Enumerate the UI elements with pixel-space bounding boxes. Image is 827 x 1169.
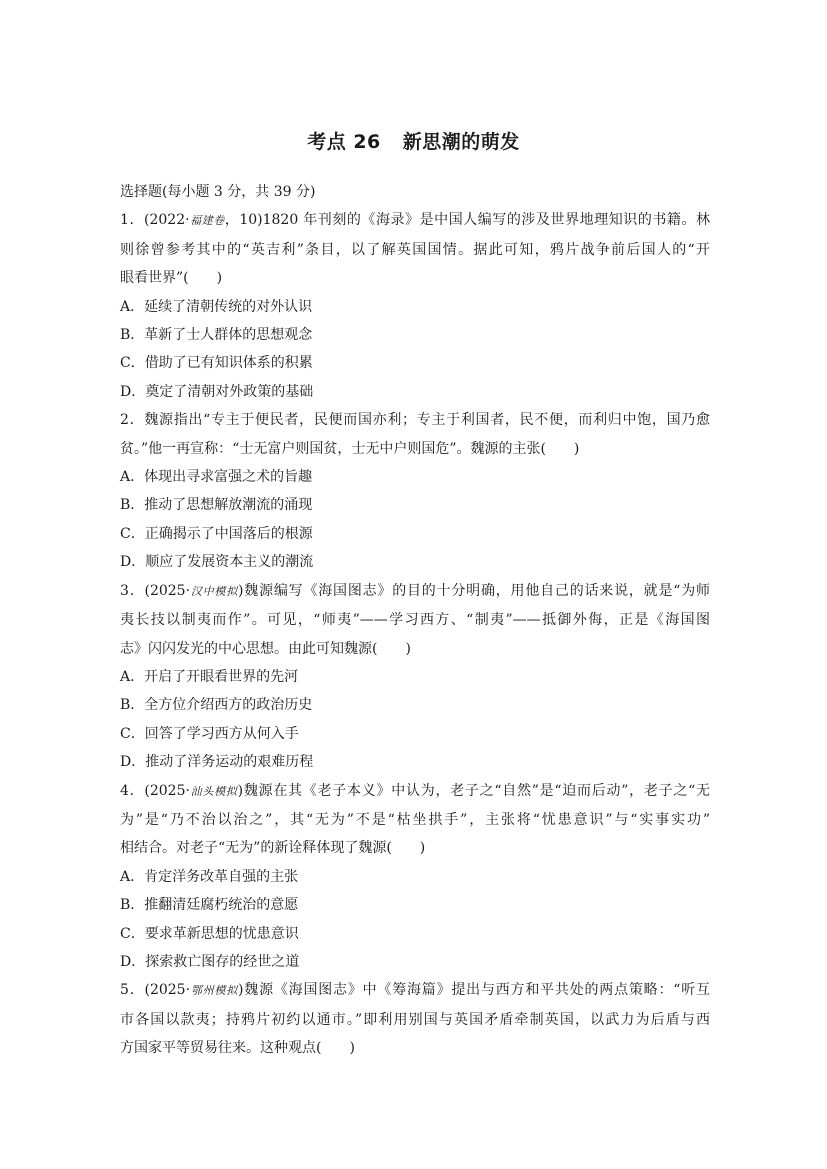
question-line: 相结合。对老子“无为”的新诠释体现了魏源( ): [120, 840, 426, 857]
option-a: A．肯定洋务改革自强的主张: [120, 868, 299, 885]
question-3: [120, 577, 710, 777]
option-d: D．推动了洋务运动的艰难历程: [120, 754, 314, 771]
option-b: B．推翻清廷腐朽统治的意愿: [120, 897, 299, 914]
question-line: 贫。”他一再宣称：“士无富户则国贫，士无中户则国危”。魏源的主张( ): [120, 440, 580, 457]
question-list: [120, 178, 710, 1063]
option-d: D．探索救亡图存的经世之道: [120, 953, 300, 970]
question-line: 1．(2022·福建卷，10)1820 年刊刻的《海录》是中国人编写的涉及世界地理知识的书籍。林: [120, 212, 711, 229]
question-line: 则徐曾参考其中的“英吉利”条目，以了解英国国情。据此可知，鸦片战争前后国人的“开: [120, 241, 710, 258]
option-b: B．推动了思想解放潮流的涌现: [120, 497, 313, 514]
title-prefix: 考点 26: [307, 131, 381, 153]
question-2: [120, 406, 710, 576]
option-c: C．正确揭示了中国落后的根源: [120, 525, 313, 542]
question-4: [120, 777, 710, 977]
question-line: 4．(2025·汕头模拟)魏源在其《老子本义》中认为，老子之“自然”是“迫而后动”，老子之“无: [120, 782, 710, 799]
option-b: B．全方位介绍西方的政治历史: [120, 697, 313, 714]
question-line: 夷长技以制夷而作”。可见，“师夷”——学习西方、“制夷”——抵御外侮，正是《海国图: [120, 612, 710, 629]
question-line: 为”是“乃不治以治之”，其“无为”不是“枯坐拱手”，主张将“忧患意识”与“实事实功”: [120, 811, 710, 828]
question-line: 2．魏源指出“专主于便民者，民便而国亦利；专主于利国者，民不便，而利归中饱，国乃愈: [120, 412, 710, 429]
question-source: 汉中模拟: [190, 584, 239, 598]
option-a: A．体现出寻求富强之术的旨趣: [120, 469, 313, 486]
question-5: [120, 976, 710, 1062]
title-main: 新思潮的萌发: [402, 131, 520, 153]
question-1: [120, 206, 710, 406]
option-d: D．顺应了发展资本主义的潮流: [120, 554, 314, 571]
question-line: 志》闪闪发光的中心思想。由此可知魏源( ): [120, 640, 411, 657]
question-source: 鄂州模拟: [190, 984, 239, 998]
question-line: 市各国以款夷；持鸦片初约以通市。”即利用别国与英国矛盾牵制英国，以武力为后盾与西: [120, 1011, 710, 1028]
question-source: 汕头模拟: [189, 784, 238, 798]
question-line: 眼看世界”( ): [120, 270, 223, 287]
question-source: 福建卷: [189, 214, 225, 228]
option-c: C．借助了已有知识体系的积累: [120, 355, 313, 372]
option-d: D．奠定了清朝对外政策的基础: [120, 383, 314, 400]
option-a: A．开启了开眼看世界的先河: [120, 668, 299, 685]
question-line: 5．(2025·鄂州模拟)魏源《海国图志》中《筹海篇》提出与西方和平共处的两点策略：“听互: [120, 982, 710, 999]
page-title: [0, 127, 827, 154]
question-line: 方国家平等贸易往来。这种观点( ): [120, 1040, 355, 1057]
question-line: 3．(2025·汉中模拟)魏源编写《海国图志》的目的十分明确，用他自己的话来说，就是“为师: [120, 582, 710, 599]
option-a: A．延续了清朝传统的对外认识: [120, 298, 313, 315]
section-header: 选择题(每小题 3 分，共 39 分): [120, 184, 316, 200]
option-b: B．革新了士人群体的思想观念: [120, 327, 313, 344]
option-c: C．回答了学习西方从何入手: [120, 725, 299, 742]
option-c: C．要求革新思想的忧患意识: [120, 925, 299, 942]
